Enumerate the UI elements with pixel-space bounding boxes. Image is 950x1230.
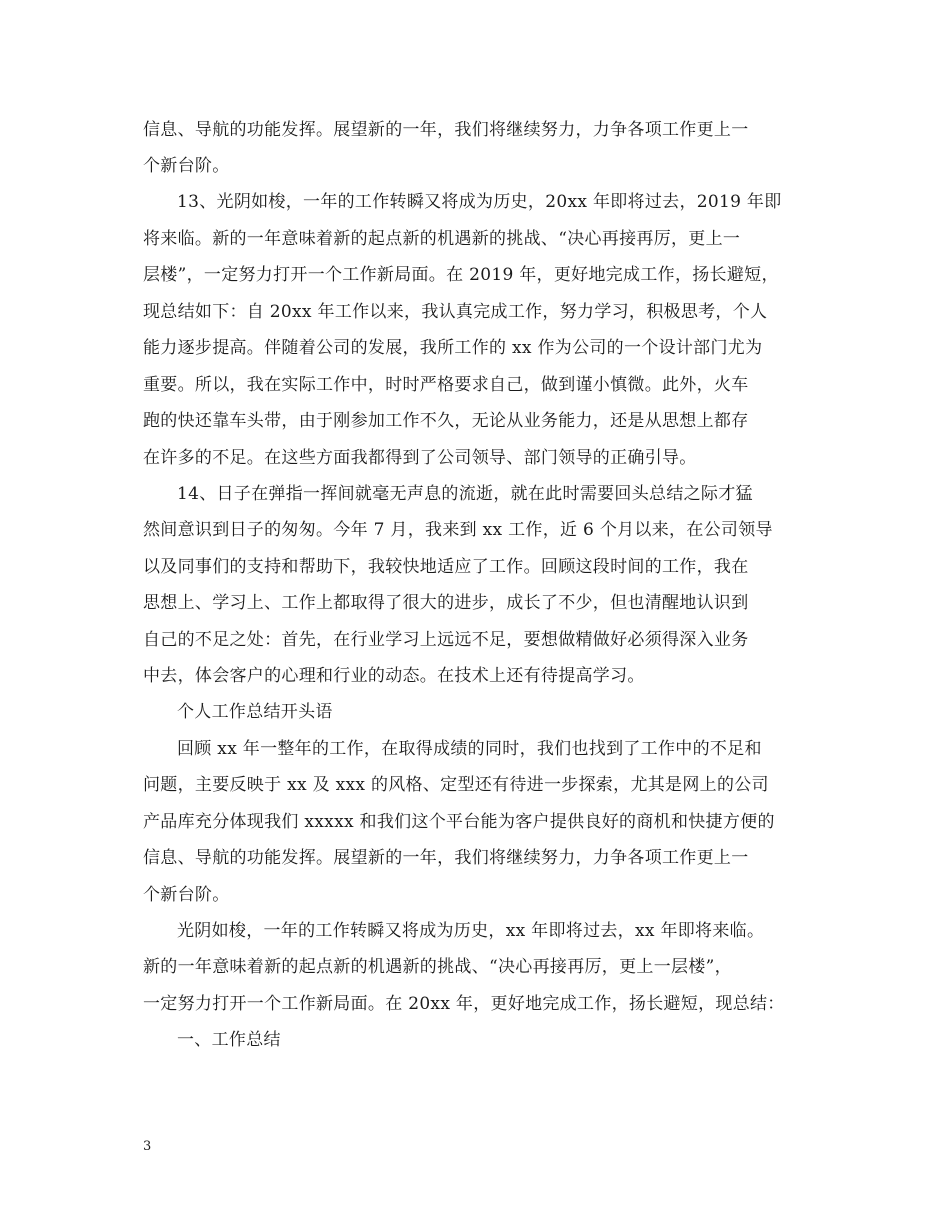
text-line: 跑的快还靠车头带，由于刚参加工作不久，无论从业务能力，还是从思想上都存: [143, 411, 749, 431]
text-line: 一定努力打开一个工作新局面。在 20xx 年，更好地完成工作，扬长避短，现总结：: [143, 994, 785, 1014]
text-line: 信息、导航的功能发挥。展望新的一年，我们将继续努力，力争各项工作更上一: [143, 120, 749, 140]
subsection-heading: 一、工作总结: [177, 1030, 281, 1050]
text-line: 然间意识到日子的匆匆。今年 7 月，我来到 xx 工作，近 6 个月以来，在公司领导: [143, 520, 773, 540]
text-line: 个新台阶。: [143, 156, 230, 176]
text-line: 重要。所以，我在实际工作中，时时严格要求自己，做到谨小慎微。此外，火车: [143, 375, 749, 395]
text-line: 将来临。新的一年意味着新的起点新的机遇新的挑战、“决心再接再厉，更上一: [143, 229, 741, 249]
text-line: 产品库充分体现我们 xxxxx 和我们这个平台能为客户提供良好的商机和快捷方便的: [143, 812, 775, 832]
paragraph-start: 回顾 xx 年一整年的工作，在取得成绩的同时，我们也找到了工作中的不足和: [177, 739, 762, 759]
text-line: 现总结如下：自 20xx 年工作以来，我认真完成工作，努力学习，积极思考，个人: [143, 302, 768, 322]
paragraph-14-start: 14、日子在弹指一挥间就毫无声息的流逝，就在此时需要回头总结之际才猛: [177, 484, 753, 504]
text-line: 个新台阶。: [143, 885, 230, 905]
text-line: 新的一年意味着新的起点新的机遇新的挑战、“决心再接再厉，更上一层楼”，: [143, 957, 732, 977]
text-line: 中去，体会客户的心理和行业的动态。在技术上还有待提高学习。: [143, 666, 645, 686]
text-line: 在许多的不足。在这些方面我都得到了公司领导、部门领导的正确引导。: [143, 448, 697, 468]
text-line: 以及同事们的支持和帮助下，我较快地适应了工作。回顾这段时间的工作，我在: [143, 557, 749, 577]
text-line: 问题，主要反映于 xx 及 xxx 的风格、定型还有待进一步探索，尤其是网上的公司: [143, 775, 769, 795]
paragraph-13-start: 13、光阴如梭，一年的工作转瞬又将成为历史，20xx 年即将过去，2019 年即: [177, 192, 782, 212]
paragraph-start: 光阴如梭，一年的工作转瞬又将成为历史，xx 年即将过去，xx 年即将来临。: [177, 921, 765, 941]
page-number: 3: [143, 1139, 152, 1154]
text-line: 信息、导航的功能发挥。展望新的一年，我们将继续努力，力争各项工作更上一: [143, 848, 749, 868]
section-heading: 个人工作总结开头语: [177, 702, 333, 722]
text-line: 能力逐步提高。伴随着公司的发展，我所工作的 xx 作为公司的一个设计部门尤为: [143, 338, 763, 358]
text-line: 层楼”，一定努力打开一个工作新局面。在 2019 年，更好地完成工作，扬长避短，: [143, 265, 779, 285]
text-line: 思想上、学习上、工作上都取得了很大的进步，成长了不少，但也清醒地认识到: [143, 593, 749, 613]
text-line: 自己的不足之处：首先，在行业学习上远远不足，要想做精做好必须得深入业务: [143, 630, 749, 650]
